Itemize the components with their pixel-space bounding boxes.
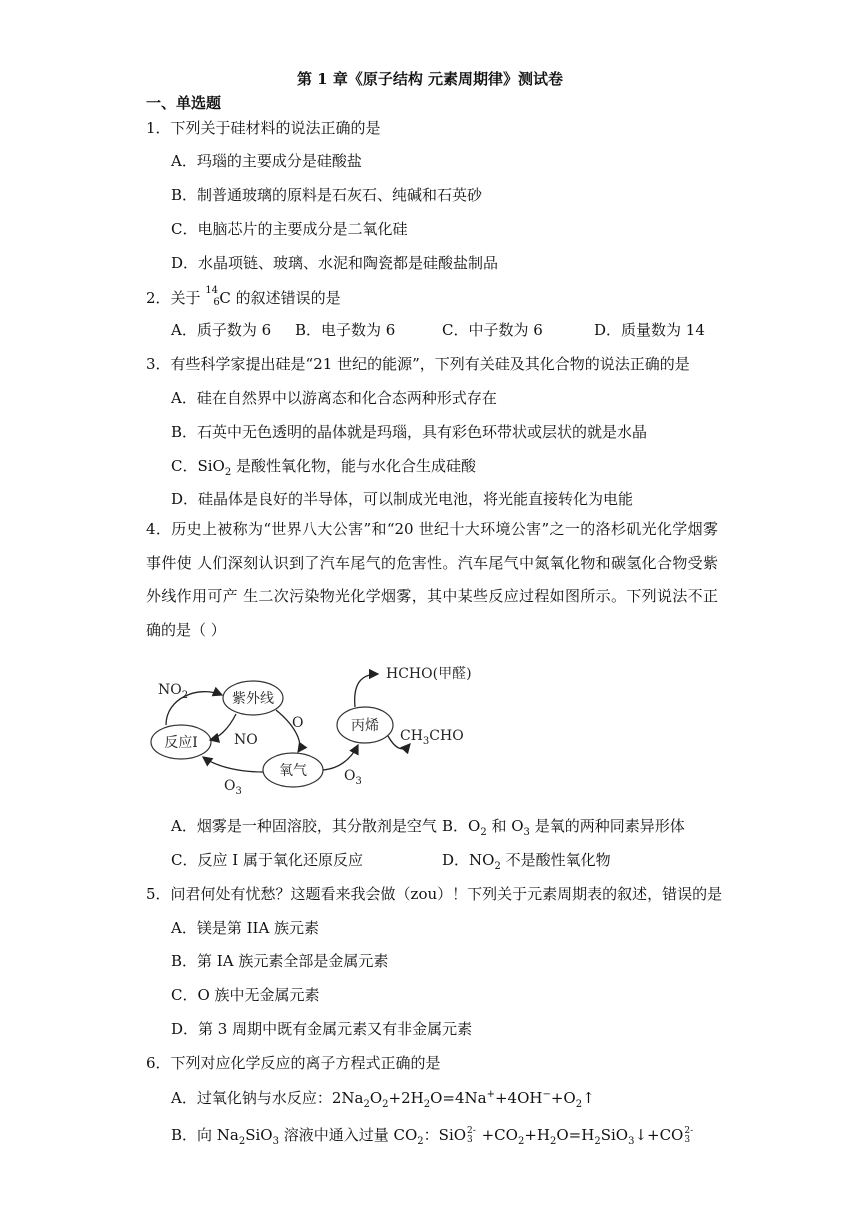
no-label: NO — [234, 732, 258, 748]
question-1-option-b: B．制普通玻璃的原料是石灰石、纯碱和石英砂 — [171, 186, 483, 204]
photochemical-smog-diagram — [148, 660, 498, 800]
question-2-option-a: A．质子数为 6 — [171, 321, 272, 339]
question-2-option-c: C．中子数为 6 — [442, 321, 543, 339]
question-1-stem: 1．下列关于硅材料的说法正确的是 — [146, 119, 381, 137]
question-5-stem: 5．问君何处有忧愁？这题看来我会做（zou）！下列关于元素周期表的叙述，错误的是 — [146, 885, 723, 903]
question-4-option-d: D．$NO_2$ 不是酸性氧化物 — [442, 851, 611, 872]
question-6-stem: 6．下列对应化学反应的离子方程式正确的是 — [146, 1054, 441, 1072]
uv-label: 紫外线 — [232, 691, 274, 707]
question-6-option-b: B．向 $Na_2SiO_3$ 溶液中通入过量 $CO_2$：SiO 2- 3 $+CO_2+H_2O=H_2SiO_3↓+CO$ 2- 3 — [171, 1126, 694, 1147]
question-1-option-a: A．玛瑙的主要成分是硅酸盐 — [171, 152, 362, 170]
question-5-option-a: A．镁是第 IIA 族元素 — [171, 919, 320, 937]
question-5-option-d: D．第 3 周期中既有金属元素又有非金属元素 — [171, 1020, 473, 1038]
page-title: 第 1 章《原子结构 元素周期律》测试卷 — [296, 70, 564, 88]
question-1-option-d: D．水晶项链、玻璃、水泥和陶瓷都是硅酸盐制品 — [171, 254, 499, 272]
o3-left-label: $O_3$ — [224, 778, 242, 797]
question-2-option-d: D．质量数为 14 — [594, 321, 705, 339]
question-4-options-row2 — [171, 850, 731, 870]
question-3-option-a: A．硅在自然界中以游离态和化合态两种形式存在 — [171, 389, 497, 407]
question-4-stem: 4．历史上被称为“世界八大公害”和“20 世纪十大环境公害”之一的洛杉矶光化学烟雾事件使 人们深刻认识到了汽车尾气的危害性。汽车尾气中氮氧化物和碳氢化合物受紫外线作用可产 生二次污染物光化学烟雾，其中某些反应过程如图所示。下列说法不正确的是（ ） — [146, 520, 718, 639]
isotope-notation: 14 6 — [205, 285, 220, 308]
question-3-option-b: B．石英中无色透明的晶体就是玛瑙，具有彩色环带状或层状的就是水晶 — [171, 423, 648, 441]
question-2-stem: 2．关于 14 6 C 的叙述错误的是 — [146, 285, 341, 308]
question-4-option-c: C．反应 I 属于氧化还原反应 — [171, 851, 363, 869]
question-5-option-b: B．第 IA 族元素全部是金属元素 — [171, 952, 389, 970]
question-4-option-a: A．烟雾是一种固溶胶，其分散剂是空气 — [171, 817, 437, 835]
propene-label: 丙烯 — [351, 718, 379, 734]
no2-label: $NO_2$ — [158, 682, 189, 701]
question-4-option-b: B．$O_2$ 和 $O_3$ 是氧的两种同素异形体 — [442, 817, 685, 838]
question-2-option-b: B．电子数为 6 — [295, 321, 396, 339]
hcho-label: HCHO(甲醛) — [386, 666, 472, 682]
ch3cho-label: $CH_3CHO$ — [400, 728, 464, 747]
o-label: O — [292, 715, 304, 731]
section-heading: 一、单选题 — [146, 94, 222, 112]
question-3-option-c: C．SiO$_2$ 是酸性氧化物，能与水化合生成硅酸 — [171, 457, 477, 478]
question-3-option-d: D．硅晶体是良好的半导体，可以制成光电池，将光能直接转化为电能 — [171, 490, 634, 508]
reaction1-label: 反应I — [164, 735, 198, 751]
question-3-stem: 3．有些科学家提出硅是“21 世纪的能源”，下列有关硅及其化合物的说法正确的是 — [146, 355, 690, 373]
question-2-options — [171, 320, 731, 340]
oxygen-label: 氧气 — [279, 763, 307, 779]
question-4-options-row1 — [171, 816, 731, 836]
question-5-option-c: C．O 族中无金属元素 — [171, 986, 320, 1004]
question-1-option-c: C．电脑芯片的主要成分是二氧化硅 — [171, 220, 408, 238]
question-6-option-a: A．过氧化钠与水反应：$2Na_2O_2+2H_2O=4Na^++4OH^-+O_2↑$ — [171, 1089, 595, 1110]
o3-right-label: $O_3$ — [344, 768, 362, 787]
